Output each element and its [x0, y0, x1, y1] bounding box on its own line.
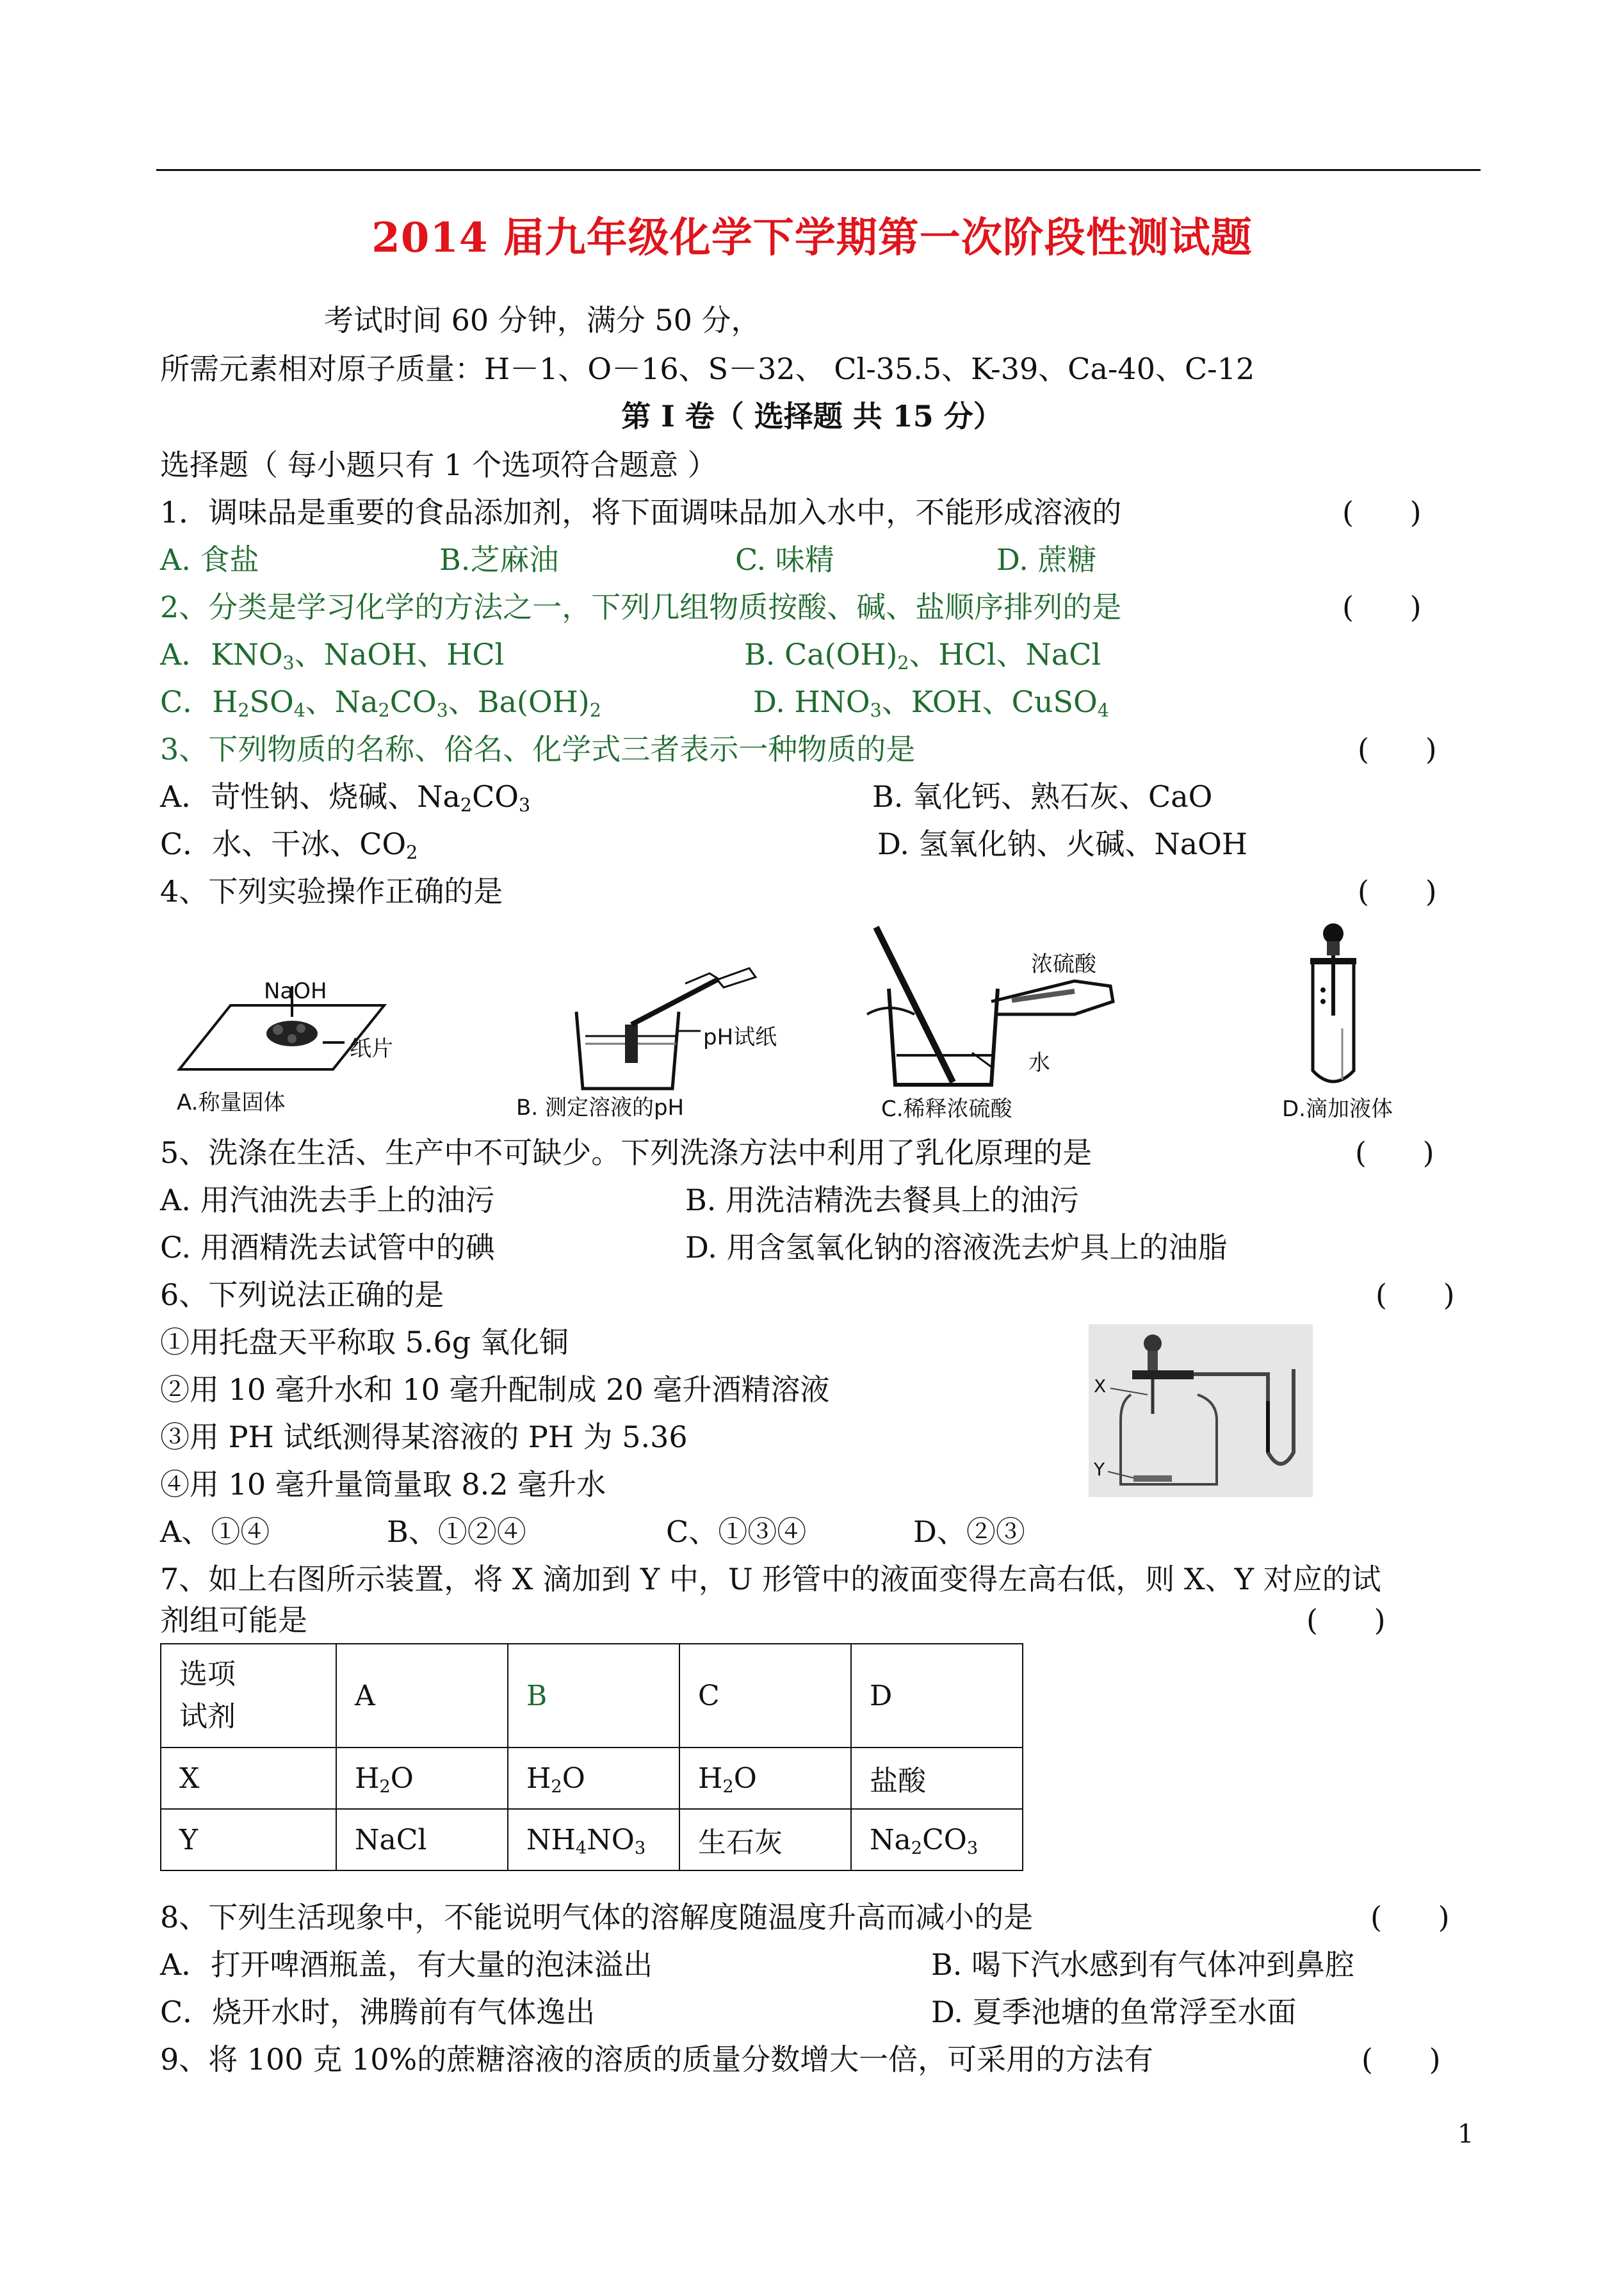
table-row-x: [161, 1748, 1023, 1809]
table-cell-y-c: 生石灰: [679, 1809, 851, 1870]
table-header-row: [161, 1644, 1023, 1748]
table-col-b: B: [508, 1644, 679, 1748]
q8-answer-blank[interactable]: ( ): [1370, 1900, 1450, 1934]
table-corner-cell: 选项 试剂: [161, 1644, 336, 1748]
q6-item-1: ①用托盘天平称取 5.6g 氧化铜: [160, 1325, 569, 1359]
q5-option-a: A. 用汽油洗去手上的油污: [160, 1183, 495, 1217]
q1-option-c: C. 味精: [735, 542, 834, 577]
table-cell-y-d: $Na_2CO_3$: [851, 1809, 1023, 1870]
figure-u-tube-apparatus: [1089, 1324, 1313, 1497]
q6-option-a: A、①④: [160, 1514, 270, 1549]
q7-answer-blank[interactable]: ( ): [1306, 1603, 1386, 1637]
q9-answer-blank[interactable]: ( ): [1361, 2042, 1441, 2077]
instruction: 选择题（ 每小题只有 1 个选项符合题意 ）: [160, 448, 717, 482]
q1-option-d: D. 蔗糖: [996, 542, 1097, 577]
q6-option-c: C、①③④: [666, 1514, 807, 1549]
section-heading: 第 I 卷（ 选择题 共 15 分）: [621, 399, 1003, 434]
q1-option-a: A. 食盐: [160, 542, 259, 577]
q5-option-c: C. 用酒精洗去试管中的碘: [160, 1230, 495, 1265]
q6-stem: 6、下列说法正确的是: [160, 1277, 444, 1312]
table-cell-x-d: 盐酸: [851, 1748, 1023, 1809]
q7-stem-cont: 剂组可能是: [160, 1603, 307, 1637]
figure-x-label: X: [1094, 1375, 1107, 1397]
figure-b-ph-paper-label: pH试纸: [703, 1025, 777, 1050]
q3-option-d: D. 氢氧化钠、火碱、NaOH: [877, 827, 1247, 861]
figure-c-water-label: 水: [1028, 1050, 1050, 1076]
q2-option-a: A．$KNO_3$、NaOH、HCl: [160, 637, 505, 674]
figure-add-liquid: [1297, 920, 1413, 1099]
q1-stem: 1．调味品是重要的食品添加剂，将下面调味品加入水中，不能形成溶液的: [160, 495, 1122, 530]
q1-option-b: B.芝麻油: [439, 542, 559, 577]
q6-item-4: ④用 10 毫升量筒量取 8.2 毫升水: [160, 1467, 606, 1502]
figure-a-paper-label: 纸片: [350, 1036, 393, 1062]
atomic-mass: 所需元素相对原子质量：H－1、O－16、S－32、 Cl-35.5、K-39、Ca-40、C-12: [160, 352, 1255, 386]
q5-option-d: D. 用含氢氧化钠的溶液洗去炉具上的油脂: [685, 1230, 1228, 1265]
q5-option-b: B. 用洗洁精洗去餐具上的油污: [685, 1183, 1080, 1217]
table-cell-y-b: $NH_4NO_3$: [508, 1809, 679, 1870]
q5-stem: 5、洗涤在生活、生产中不可缺少。下列洗涤方法中利用了乳化原理的是: [160, 1135, 1092, 1170]
q4-stem: 4、下列实验操作正确的是: [160, 874, 503, 909]
q1-answer-blank[interactable]: ( ): [1342, 495, 1422, 530]
table-col-d: D: [851, 1644, 1023, 1748]
figure-a-caption: A.称量固体: [177, 1090, 286, 1115]
q2-option-b: B. $Ca(OH)_2$、HCl、NaCl: [744, 637, 1101, 674]
exam-time: 考试时间 60 分钟，满分 50 分，: [324, 303, 761, 337]
figure-a-naoh-label: NaOH: [264, 978, 327, 1004]
q3-option-b: B. 氧化钙、熟石灰、CaO: [872, 779, 1213, 814]
q3-option-c: C．水、干冰、$CO_2$: [160, 827, 418, 864]
q4-answer-blank[interactable]: ( ): [1358, 874, 1437, 909]
figure-c-acid-label: 浓硫酸: [1031, 952, 1096, 977]
q9-stem: 9、将 100 克 10%的蔗糖溶液的溶质的质量分数增大一倍，可采用的方法有: [160, 2042, 1154, 2077]
reagent-table: [160, 1643, 1023, 1871]
header-rule: [156, 169, 1481, 171]
q2-option-d: D. $HNO_3$、KOH、CuSO$_4$: [753, 685, 1109, 722]
figure-d-caption: D.滴加液体: [1282, 1096, 1393, 1122]
q6-answer-blank[interactable]: ( ): [1376, 1277, 1455, 1312]
table-row-y: [161, 1809, 1023, 1870]
table-cell-x-a: $H_2O$: [336, 1748, 508, 1809]
q2-answer-blank[interactable]: ( ): [1342, 590, 1422, 624]
q2-option-c: C．$H_2SO_4$、$Na_2CO_3$、$Ba(OH)_2$: [160, 685, 601, 722]
q3-stem: 3、下列物质的名称、俗名、化学式三者表示一种物质的是: [160, 732, 916, 766]
q3-option-a: A．苛性钠、烧碱、$Na_2CO_3$: [160, 779, 531, 816]
page-number: 1: [1458, 2120, 1474, 2149]
table-row-x-label: X: [161, 1748, 336, 1809]
page-title: 2014 届九年级化学下学期第一次阶段性测试题: [371, 214, 1253, 262]
q8-stem: 8、下列生活现象中，不能说明气体的溶解度随温度升高而减小的是: [160, 1900, 1034, 1934]
q8-option-b: B. 喝下汽水感到有气体冲到鼻腔: [931, 1947, 1355, 1982]
figure-b-caption: B. 测定溶液的pH: [516, 1095, 685, 1121]
q7-stem: 7、如上右图所示装置，将 X 滴加到 Y 中，U 形管中的液面变得左高右低，则 X、Y 对应的试: [160, 1562, 1381, 1596]
table-col-a: A: [336, 1644, 508, 1748]
figure-c-caption: C.稀释浓硫酸: [881, 1096, 1012, 1122]
q5-answer-blank[interactable]: ( ): [1355, 1135, 1434, 1170]
q8-option-a: A．打开啤酒瓶盖，有大量的泡沫溢出: [160, 1947, 653, 1982]
q6-option-d: D、②③: [913, 1514, 1025, 1549]
q3-answer-blank[interactable]: ( ): [1358, 732, 1437, 766]
q6-item-2: ②用 10 毫升水和 10 毫升配制成 20 毫升酒精溶液: [160, 1372, 830, 1407]
q8-option-d: D. 夏季池塘的鱼常浮至水面: [931, 1995, 1297, 2029]
table-cell-x-b: $H_2O$: [508, 1748, 679, 1809]
q2-stem: 2、分类是学习化学的方法之一，下列几组物质按酸、碱、盐顺序排列的是: [160, 590, 1122, 624]
table-col-c: C: [679, 1644, 851, 1748]
figure-y-label: Y: [1094, 1459, 1105, 1480]
table-cell-x-c: $H_2O$: [679, 1748, 851, 1809]
q6-item-3: ③用 PH 试纸测得某溶液的 PH 为 5.36: [160, 1420, 688, 1454]
q8-option-c: C．烧开水时，沸腾前有气体逸出: [160, 1995, 596, 2029]
table-cell-y-a: NaCl: [336, 1809, 508, 1870]
table-row-y-label: Y: [161, 1809, 336, 1870]
figure-measure-ph: [564, 961, 832, 1095]
q6-option-b: B、①②④: [387, 1514, 526, 1549]
